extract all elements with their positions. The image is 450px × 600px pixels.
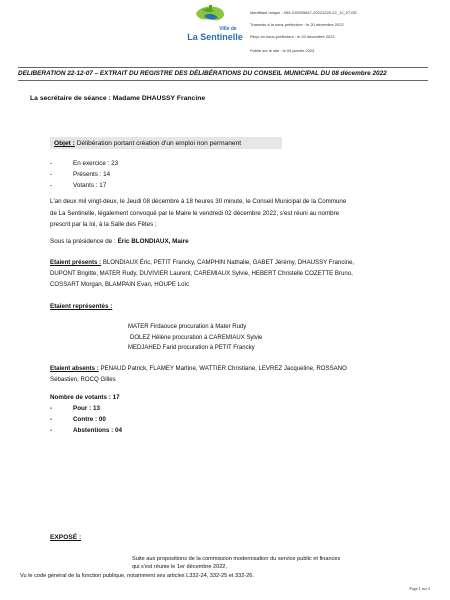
procuration-line: DOLEZ Hélène procuration à CAREMIAUX Sylvie	[130, 335, 263, 341]
count-bullet: -	[50, 160, 53, 167]
absents-line	[50, 365, 347, 372]
vote-bullet: -	[50, 427, 53, 434]
presidence-name: Éric BLONDIAUX, Maire	[117, 238, 189, 245]
deliberation-banner: DELIBERATION 22-12-07 – EXTRAIT DU REGISTRE DES DÉLIBÉRATIONS DU CONSEIL MUNICIPAL DU 08 décembre 2022	[18, 70, 387, 77]
absents-line: Sébastien, ROCQ Gilles	[50, 376, 116, 383]
presidence	[50, 238, 189, 245]
footer-line: Suite aux propositions de la commission modernisation du service public et finances	[132, 556, 341, 562]
presents-line: COSSART Morgan, BLAMPAIN Evan, HOUPE Loïc	[50, 281, 190, 288]
vote-bullet: -	[50, 416, 53, 423]
count-presents: Présents : 14	[73, 171, 111, 178]
logo-small-text: Ville de	[219, 26, 237, 32]
publie-date: Publié sur le site : le 04 janvier 2023	[250, 48, 315, 53]
divider-bottom	[18, 80, 428, 81]
objet-box	[50, 137, 282, 149]
identifiant-unique: Identifiant unique : 059-215905647-20221220-22_12_07-DE	[250, 10, 357, 15]
footer-line: qui s'est réunie le 1er décembre 2022,	[132, 564, 227, 570]
procuration-line: MEDJAHED Farid procuration à PETIT Francky	[128, 345, 255, 351]
transmis-date: Transmis à la sous-préfecture : le 20 décembre 2022	[250, 22, 344, 27]
presents-label: Etaient présents :	[50, 259, 102, 266]
page-number: Page 1 sur 2	[409, 586, 430, 591]
count-bullet: -	[50, 171, 53, 178]
count-bullet: -	[50, 182, 53, 189]
intro-line: prescrit par la loi, à la Salle des Fêtes ;	[50, 221, 157, 228]
vote-abstentions: Abstentions : 04	[73, 427, 122, 434]
logo-text	[186, 24, 244, 41]
objet-label: Objet :	[54, 140, 75, 147]
footer-line: Vu le code général de la fonction publique, notamment ses articles L332-24, 332-25 et 332-26.	[20, 573, 254, 579]
secretaire-seance: La secrétaire de séance : Madame DHAUSSY Francine	[30, 95, 206, 102]
recu-date: Reçu en sous-préfecture : le 20 décembre 2022	[250, 34, 335, 39]
presents-line	[50, 259, 354, 266]
vote-contre: Contre : 00	[73, 416, 106, 423]
count-votants: Votants : 17	[73, 182, 107, 189]
absents-label: Etaient absents :	[50, 365, 99, 372]
vote-pour: Pour : 13	[73, 405, 100, 412]
votants-title: Nombre de votants : 17	[50, 394, 120, 401]
absents-names: PENAUD Patrick, FLAMEY Martine, WATTIER Christiane, LEVREZ Jacqueline, ROSSANO	[98, 365, 347, 372]
presidence-label: Sous la présidence de :	[50, 238, 118, 245]
presents-line: DUPONT Brigitte, MATER Rudy, DUVIVIER Laurent, CAREMIAUX Sylvie, HEBERT Christelle COZETTE Bruno,	[50, 270, 353, 277]
procuration-line: MATER Firdaouce procuration à Mater Rudy	[128, 324, 247, 330]
intro-line: L'an deux mil vingt-deux, le Jeudi 08 décembre à 18 heures 30 minute, le Conseil Municipal de la Commune	[50, 198, 347, 205]
objet-text: Délibération portant création d'un emploi non permanent	[74, 140, 242, 147]
count-en-exercice: En exercice : 23	[73, 160, 119, 167]
presents-names: BLONDIAUX Éric, PETIT Francky, CAMPHIN Nathalie, GABET Jérémy, DHAUSSY Francine,	[101, 259, 355, 266]
expose-label: EXPOSÉ :	[50, 534, 82, 541]
logo-town-name: La Sentinelle	[187, 32, 243, 42]
divider-top	[18, 67, 428, 68]
intro-line: de La Sentinelle, légalement convoqué par le Maire le vendredi 02 décembre 2022, s'est réuni au nombre	[50, 210, 340, 217]
vote-bullet: -	[50, 405, 53, 412]
representes-label: Etaient représentés :	[50, 303, 113, 310]
